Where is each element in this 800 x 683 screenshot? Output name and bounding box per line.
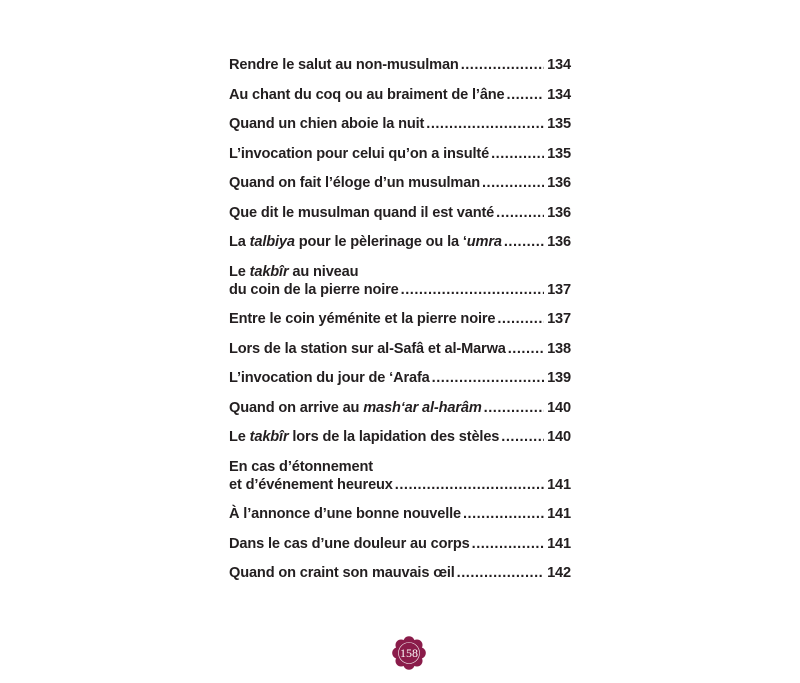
toc-entry	[229, 310, 571, 328]
toc-entry	[229, 428, 571, 446]
toc-page-number: 137	[547, 281, 571, 298]
toc-entry-title	[229, 505, 461, 523]
toc-entry-title	[229, 174, 480, 192]
toc-title-text: L’invocation du jour de ‘Arafa	[229, 370, 430, 386]
toc-entry-title	[229, 310, 495, 328]
toc-dot-leader	[482, 174, 544, 192]
toc-page-number: 137	[547, 311, 571, 327]
toc-page-number: 136	[547, 204, 571, 221]
toc-entry-title	[229, 263, 358, 281]
toc-title-text: Rendre le salut au non-musulman	[229, 57, 459, 73]
toc-page-number: 134	[547, 86, 571, 103]
toc-dot-leader	[426, 115, 544, 133]
toc-dot-leader	[497, 310, 544, 328]
toc-entry-line	[229, 564, 571, 582]
toc-title-text: Dans le cas d’une douleur au corps	[229, 535, 470, 552]
toc-page-number: 136	[547, 175, 571, 191]
toc-dot-leader	[508, 340, 544, 358]
table-of-contents	[229, 56, 571, 594]
toc-entry-title	[229, 115, 424, 133]
toc-entry-line	[229, 174, 571, 192]
toc-entry	[229, 535, 571, 553]
toc-title-italic: mash‘ar al-harâm	[363, 399, 482, 416]
toc-entry-line	[229, 281, 571, 299]
toc-entry	[229, 458, 571, 494]
toc-entry-title	[229, 233, 502, 251]
page-number-badge	[392, 636, 426, 670]
toc-entry	[229, 369, 571, 387]
toc-page-number: 141	[547, 506, 571, 522]
toc-dot-leader	[501, 428, 544, 446]
toc-entry	[229, 340, 571, 358]
toc-title-text: Quand on arrive au	[229, 399, 364, 416]
toc-entry	[229, 174, 571, 192]
toc-entry-title	[229, 369, 430, 387]
toc-title-text: Lors de la station sur al-Safâ et al-Marwa	[229, 340, 506, 357]
toc-title-text: Quand on fait l’éloge d’un musulman	[229, 175, 480, 191]
toc-entry-line	[229, 535, 571, 553]
toc-entry-line	[229, 399, 571, 417]
toc-entry-line	[229, 458, 571, 476]
toc-page-number: 136	[547, 234, 571, 250]
toc-dot-leader	[472, 535, 544, 553]
toc-entry-title	[229, 56, 459, 74]
toc-entry-title	[229, 458, 373, 476]
toc-entry-line	[229, 505, 571, 523]
toc-title-text: La	[229, 234, 250, 250]
toc-title-text: Entre le coin yéménite et la pierre noire	[229, 311, 496, 327]
toc-title-text: Que dit le musulman quand il est vanté	[229, 204, 495, 221]
toc-entry	[229, 233, 571, 251]
toc-entry	[229, 115, 571, 133]
toc-dot-leader	[401, 281, 544, 299]
toc-page-number: 140	[547, 399, 571, 416]
toc-title-text: À l’annonce d’une bonne nouvelle	[229, 506, 461, 522]
toc-entry	[229, 505, 571, 523]
toc-title-text: L’invocation pour celui qu’on a insulté	[229, 145, 490, 162]
toc-dot-leader	[504, 233, 544, 251]
toc-title-italic: umra	[466, 234, 502, 250]
toc-entry-line	[229, 310, 571, 328]
toc-dot-leader	[496, 204, 544, 222]
toc-page-number: 140	[547, 429, 571, 445]
toc-dot-leader	[461, 56, 544, 74]
toc-entry	[229, 564, 571, 582]
toc-entry-line	[229, 428, 571, 446]
toc-dot-leader	[432, 369, 544, 387]
toc-entry	[229, 145, 571, 163]
toc-entry-line	[229, 204, 571, 222]
toc-title-text: lors de la lapidation des stèles	[288, 429, 500, 445]
toc-entry-title	[229, 428, 499, 446]
toc-entry-line	[229, 263, 571, 281]
toc-entry	[229, 56, 571, 74]
toc-entry-title	[229, 204, 494, 222]
toc-dot-leader	[395, 476, 544, 494]
toc-entry-title	[229, 476, 393, 494]
toc-title-text: Le	[229, 429, 250, 445]
toc-page-number: 135	[547, 145, 571, 162]
toc-title-text: Quand on craint son mauvais œil	[229, 565, 455, 581]
toc-entry-title	[229, 145, 489, 163]
toc-entry-line	[229, 86, 571, 104]
toc-title-italic: talbiya	[249, 234, 295, 250]
toc-entry-line	[229, 145, 571, 163]
toc-entry-title	[229, 86, 505, 104]
toc-page-number: 134	[547, 57, 571, 73]
toc-title-text: En cas d’étonnement	[229, 458, 373, 475]
toc-dot-leader	[484, 399, 544, 417]
toc-entry-title	[229, 535, 470, 553]
toc-entry-line	[229, 56, 571, 74]
toc-entry-line	[229, 476, 571, 494]
toc-entry	[229, 86, 571, 104]
toc-title-text: Quand un chien aboie la nuit	[229, 116, 425, 132]
toc-entry-title	[229, 564, 455, 582]
toc-dot-leader	[491, 145, 544, 163]
toc-dot-leader	[507, 86, 545, 104]
toc-entry	[229, 399, 571, 417]
toc-page-number: 138	[547, 340, 571, 357]
toc-page-number: 141	[547, 535, 571, 552]
toc-entry-line	[229, 369, 571, 387]
toc-page-number: 135	[547, 116, 571, 132]
toc-entry	[229, 263, 571, 299]
toc-page-number: 142	[547, 565, 571, 581]
toc-entry	[229, 204, 571, 222]
toc-entry-title	[229, 340, 506, 358]
toc-dot-leader	[457, 564, 544, 582]
toc-entry-line	[229, 340, 571, 358]
toc-title-text: Au chant du coq ou au braiment de l’âne	[229, 86, 505, 103]
toc-entry-line	[229, 233, 571, 251]
toc-dot-leader	[463, 505, 544, 523]
toc-title-text: pour le pèlerinage ou la ‘	[294, 234, 467, 250]
toc-title-text: Le	[229, 263, 250, 280]
toc-page-number: 139	[547, 370, 571, 386]
toc-entry-title	[229, 281, 399, 299]
toc-title-text: et d’événement heureux	[229, 476, 393, 493]
toc-title-text: au niveau	[288, 263, 359, 280]
toc-entry-line	[229, 115, 571, 133]
page-number: 158	[400, 646, 418, 660]
toc-title-italic: takbîr	[249, 263, 289, 280]
toc-entry-title	[229, 399, 482, 417]
toc-page-number: 141	[547, 476, 571, 493]
toc-title-text: du coin de la pierre noire	[229, 281, 399, 298]
toc-title-italic: takbîr	[249, 429, 289, 445]
